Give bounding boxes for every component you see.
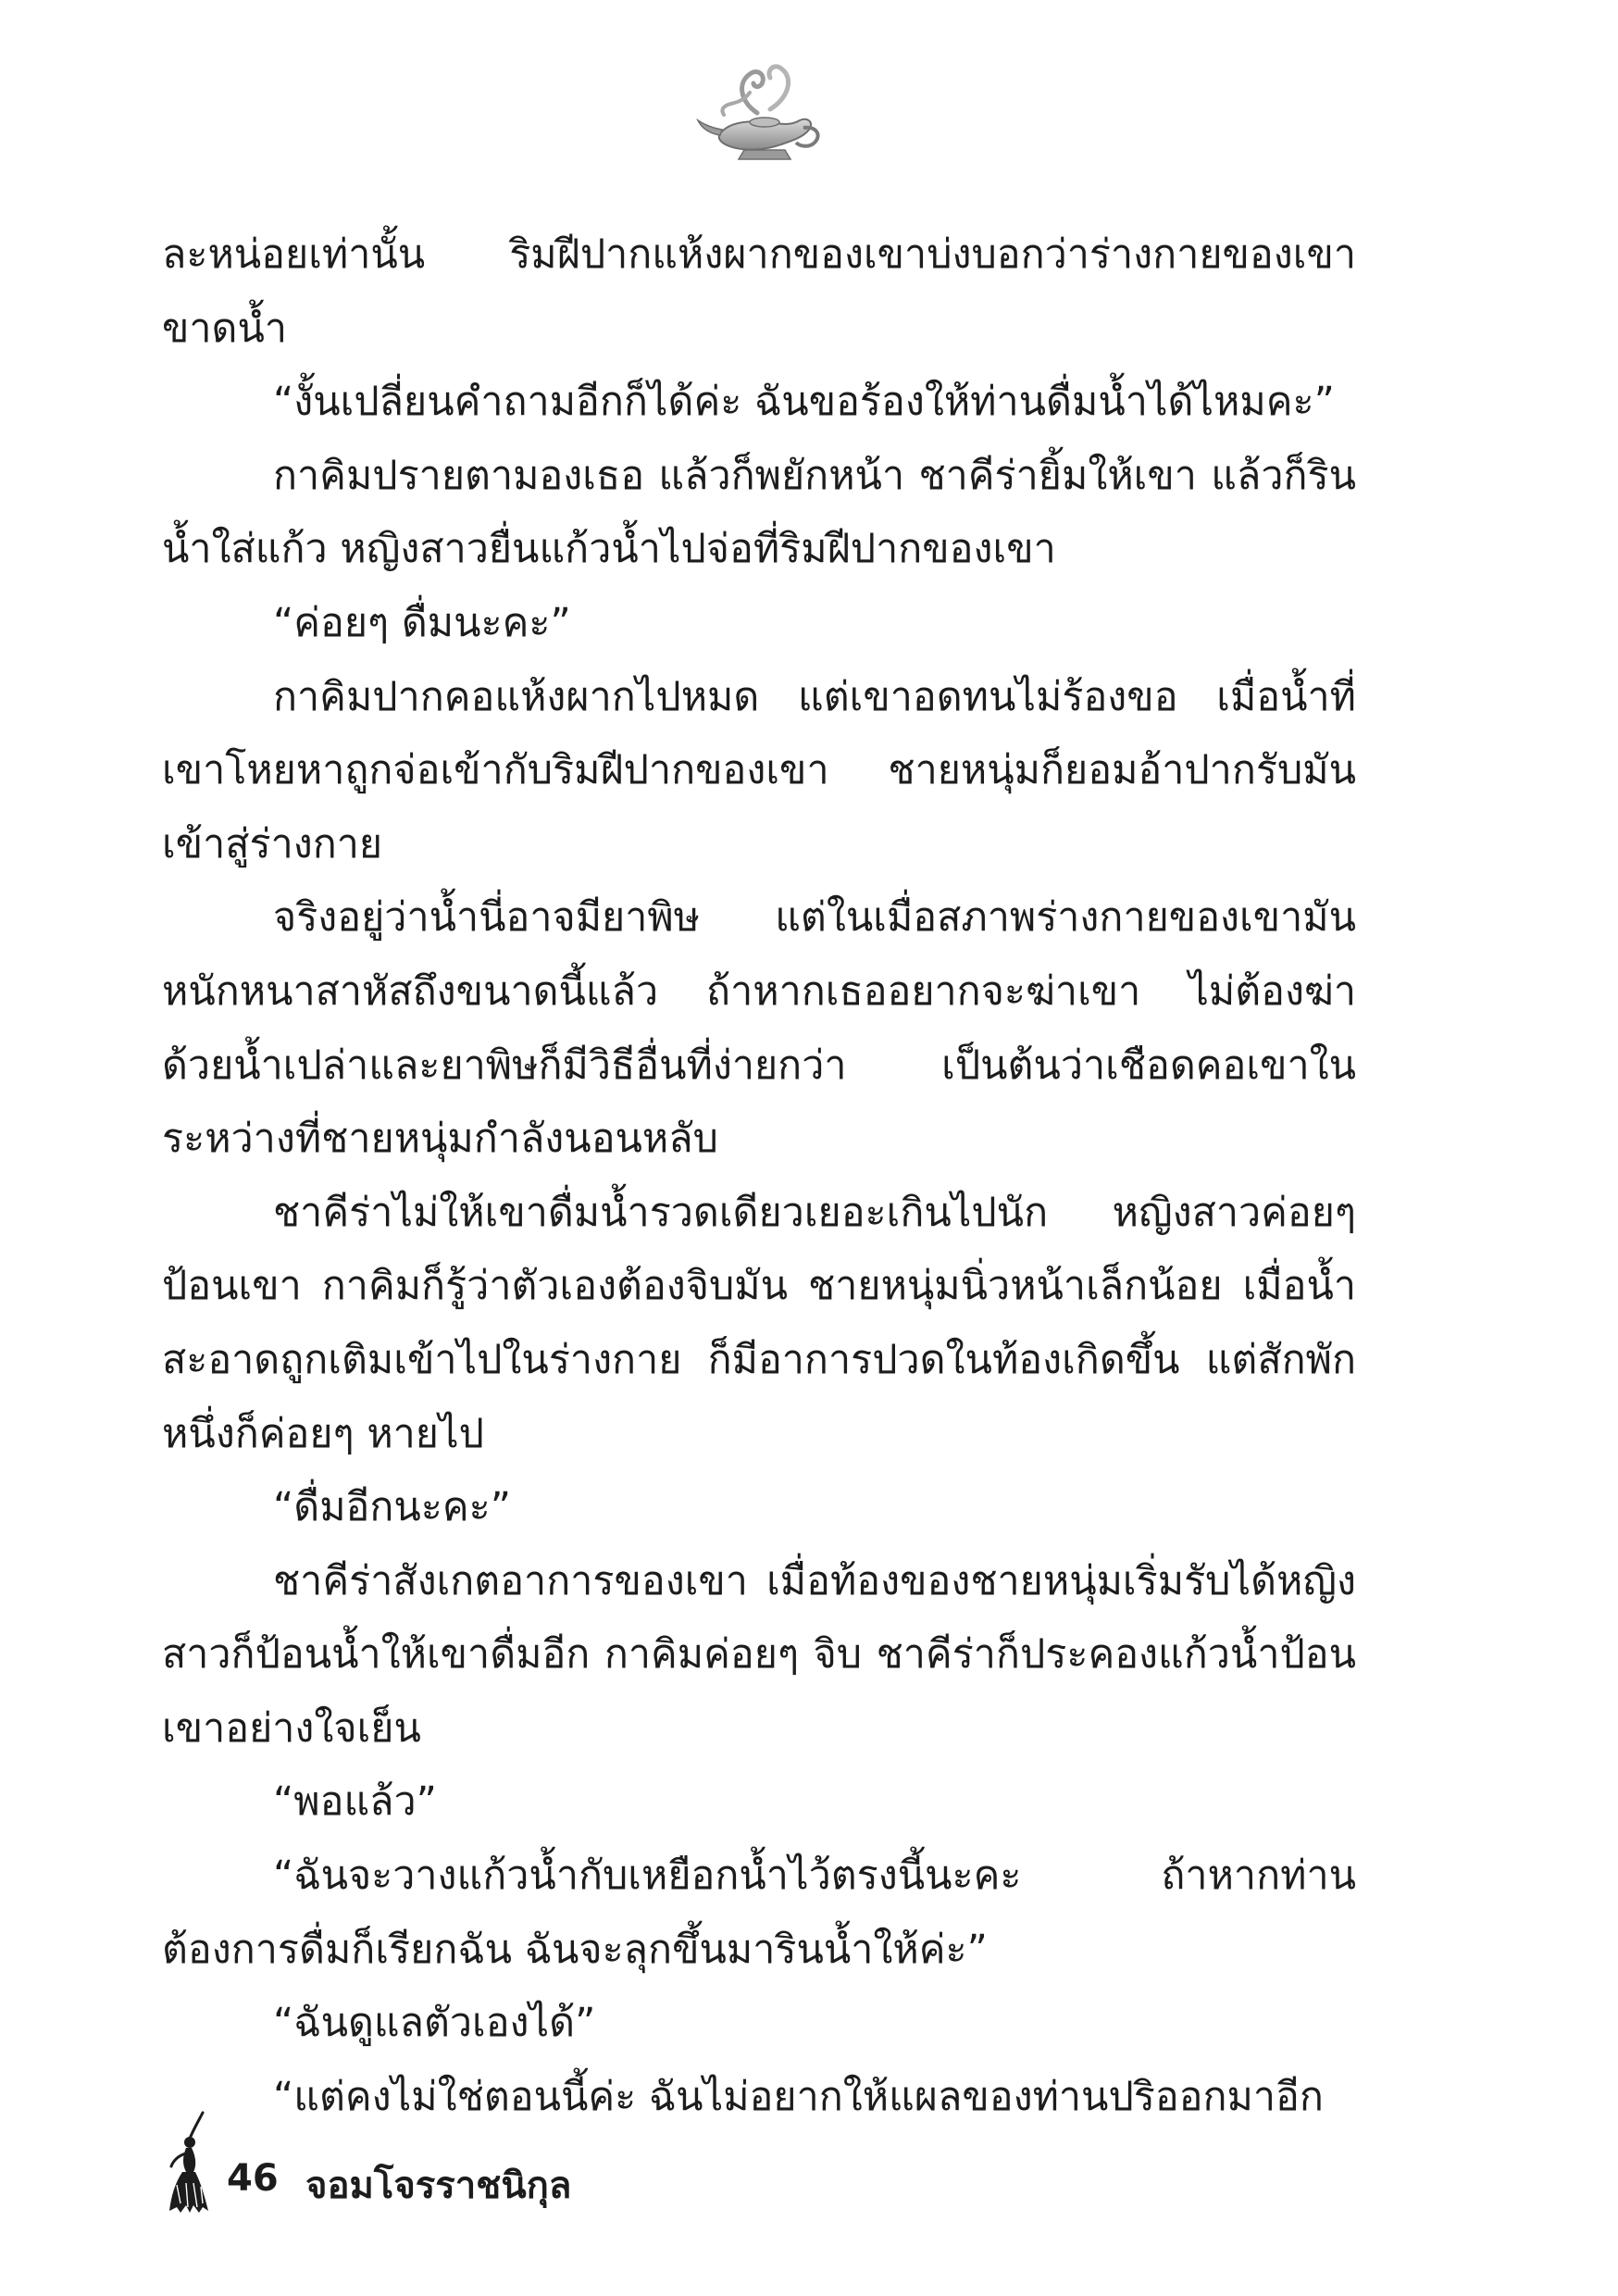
dancer-silhouette-icon	[162, 2111, 218, 2215]
paragraph: “พอแล้ว”	[273, 1778, 437, 1826]
genie-lamp-icon	[692, 56, 831, 176]
paragraph: ชาคีร่าสังเกตอาการของเขา เมื่อท้องของชายหนุ่มเริ่มรับได้หญิงสาวก็ป้อนน้ำให้เขาดื่มอีก กาคิมค่อยๆ จิบ ชาคีร่าก็ประคองแก้วน้ำป้อนเขาอย่างใจเย็น	[162, 1557, 1356, 1752]
paragraph: “งั้นเปลี่ยนคำถามอีกก็ได้ค่ะ ฉันขอร้องให้ท่านดื่มน้ำได้ไหมคะ”	[273, 379, 1335, 426]
book-title: จอมโจรราชนิกุล	[305, 2165, 572, 2207]
paragraph: “ฉันจะวางแก้วน้ำกับเหยือกน้ำไว้ตรงนี้นะคะ ถ้าหากท่านต้องการดื่มก็เรียกฉัน ฉันจะลุกขึ้นมารินน้ำให้ค่ะ”	[162, 1853, 1356, 1973]
paragraph: “แต่คงไม่ใช่ตอนนี้ค่ะ ฉันไม่อยากให้แผลของท่านปริออกมาอีก	[273, 2073, 1324, 2120]
paragraph: กาคิมปรายตามองเธอ แล้วก็พยักหน้า ชาคีร่ายิ้มให้เขา แล้วก็รินน้ำใส่แก้ว หญิงสาวยื่นแก้วน้ำไปจ่อที่ริมฝีปากของเขา	[162, 452, 1356, 573]
paragraph: กาคิมปากคอแห้งผากไปหมด แต่เขาอดทนไม่ร้องขอ เมื่อน้ำที่เขาโหยหาถูกจ่อเข้ากับริมฝีปากของเขา ชายหนุ่มก็ยอมอ้าปากรับมันเข้าสู่ร่างกาย	[162, 673, 1356, 867]
paragraph: จริงอยู่ว่าน้ำนี่อาจมียาพิษ แต่ในเมื่อสภาพร่างกายของเขามันหนักหนาสาหัสถึงขนาดนี้แล้ว ถ้าหากเธออยากจะฆ่าเขา ไม่ต้องฆ่าด้วยน้ำเปล่าและยาพิษก็มีวิธีอื่นที่ง่ายกว่า เป็นต้นว่าเชือดคอเขาในระหว่างที่ชายหนุ่มกำลังนอนหลับ	[162, 894, 1356, 1163]
body-text	[162, 218, 1356, 2134]
page-footer	[162, 2111, 810, 2222]
paragraph: ละหน่อยเท่านั้น ริมฝีปากแห้งผากของเขาบ่งบอกว่าร่างกายของเขาขาดน้ำ	[162, 231, 1356, 352]
paragraph: “ดื่มอีกนะคะ”	[273, 1484, 512, 1531]
paragraph: “ฉันดูแลตัวเองได้”	[273, 2000, 596, 2047]
page-number: 46	[227, 2157, 279, 2200]
paragraph: ชาคีร่าไม่ให้เขาดื่มน้ำรวดเดียวเยอะเกินไปนัก หญิงสาวค่อยๆป้อนเขา กาคิมก็รู้ว่าตัวเองต้องจิบมัน ชายหนุ่มนิ่วหน้าเล็กน้อย เมื่อน้ำสะอาดถูกเติมเข้าไปในร่างกาย ก็มีอาการปวดในท้องเกิดขึ้น แต่สักพักหนึ่งก็ค่อยๆ หายไป	[162, 1189, 1356, 1457]
paragraph: “ค่อยๆ ดื่มนะคะ”	[273, 599, 571, 646]
